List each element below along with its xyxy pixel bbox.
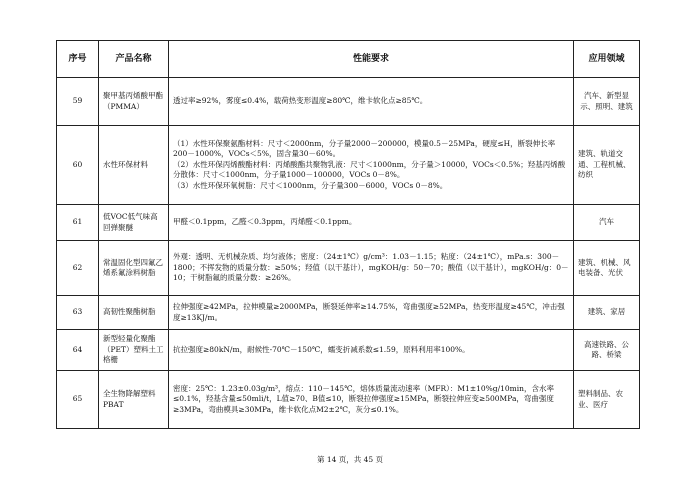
- performance-requirement: 密度：25℃：1.23±0.03g/m³，熔点：110－145℃，熔体质量流动速率（MFR）：M1±10%g/10min，含水率≤0.1%，羟基含量≤50mli/t，L值≥70、B值≤10，断裂拉伸强度≥15MPa，断裂拉伸应变≥500MPa，弯曲强度≥3MPa，弯曲模具≥30MPa，维卡软化点M2±2℃，灰分≤0.1%。: [169, 371, 574, 429]
- performance-requirement: [169, 126, 574, 205]
- requirement-line: （2）水性环保丙烯酸酯材料：丙烯酸酯共聚物乳液：尺寸＜1000nm，分子量＞10000，VOCs＜0.5%；羟基丙烯酸分散体：尺寸＜1000nm，分子量1000－100000，VOCs 0－8%。: [173, 159, 566, 180]
- application-field: 建筑、家居: [574, 296, 640, 330]
- row-number: 59: [57, 78, 99, 126]
- header-product-name: 产品名称: [99, 41, 169, 78]
- table-row: [57, 296, 640, 330]
- table-row: [57, 371, 640, 429]
- table-row: [57, 330, 640, 371]
- performance-requirement: 抗拉强度≥80kN/m，耐候性-70℃－150℃，蠕变折减系数≤1.59，原料利用率100%。: [169, 330, 574, 371]
- row-number: 65: [57, 371, 99, 429]
- product-name: 低VOC低气味高回弹聚醚: [99, 205, 169, 241]
- header-serial-no: 序号: [57, 41, 99, 78]
- application-field: 建筑、机械、风电装备、光伏: [574, 241, 640, 296]
- table-row: [57, 126, 640, 205]
- row-number: 62: [57, 241, 99, 296]
- row-number: 63: [57, 296, 99, 330]
- application-field: 高速铁路、公路、桥梁: [574, 330, 640, 371]
- performance-requirement: 拉伸强度≥42MPa，拉伸模量≥2000MPa，断裂延伸率≥14.75%，弯曲强度≥52MPa，热变形温度≥45℃，冲击强度≥13KJ/m。: [169, 296, 574, 330]
- product-name: 新型轻量化聚酯（PET）塑料土工格栅: [99, 330, 169, 371]
- application-field: 建筑、轨道交通、工程机械、纺织: [574, 126, 640, 205]
- row-number: 61: [57, 205, 99, 241]
- application-field: 汽车、新型显示、照明、建筑: [574, 78, 640, 126]
- product-name: 水性环保材料: [99, 126, 169, 205]
- table-row: [57, 205, 640, 241]
- table-header-row: [57, 41, 640, 78]
- requirement-line: （1）水性环保聚氨酯材料：尺寸＜2000nm，分子量2000－200000，模量0.5－25MPa，硬度≤H，断裂伸长率200－1000%，VOCs＜5%，固含量30－60%。: [173, 138, 556, 159]
- product-name: 高韧性聚酯树脂: [99, 296, 169, 330]
- table-row: [57, 78, 640, 126]
- header-performance-requirements: 性能要求: [169, 41, 574, 78]
- table-row: [57, 241, 640, 296]
- performance-requirement: 甲醛＜0.1ppm，乙醛＜0.3ppm，丙烯醛＜0.1ppm。: [169, 205, 574, 241]
- header-application-field: 应用领域: [574, 41, 640, 78]
- row-number: 64: [57, 330, 99, 371]
- application-field: 塑料制品、农业、医疗: [574, 371, 640, 429]
- requirement-line: （3）水性环保环氧树脂：尺寸＜1000nm，分子量300－6000，VOCs 0－8%。: [173, 180, 448, 190]
- application-field: 汽车: [574, 205, 640, 241]
- product-name: 聚甲基丙烯酸甲酯（PMMA）: [99, 78, 169, 126]
- performance-requirement: 透过率≥92%，雾度≤0.4%，载荷热变形温度≥80℃，维卡软化点≥85℃。: [169, 78, 574, 126]
- page-footer: 第 14 页，共 45 页: [316, 455, 384, 464]
- performance-requirement: 外观：透明、无机械杂质、均匀液体；密度：（24±1℃）g/cm³：1.03－1.15；粘度：（24±1℃），mPa.s：300－1800；不挥发物的质量分数：≥50%；羟值（以干基计），mgKOH/g：50－70；酸值（以干基计），mgKOH/g：0－10；干树脂氟的质量分数：≥26%。: [169, 241, 574, 296]
- product-name: 全生物降解塑料PBAT: [99, 371, 169, 429]
- product-name: 常温固化型四氟乙烯系氟涂料树脂: [99, 241, 169, 296]
- row-number: 60: [57, 126, 99, 205]
- standards-table: [56, 40, 640, 429]
